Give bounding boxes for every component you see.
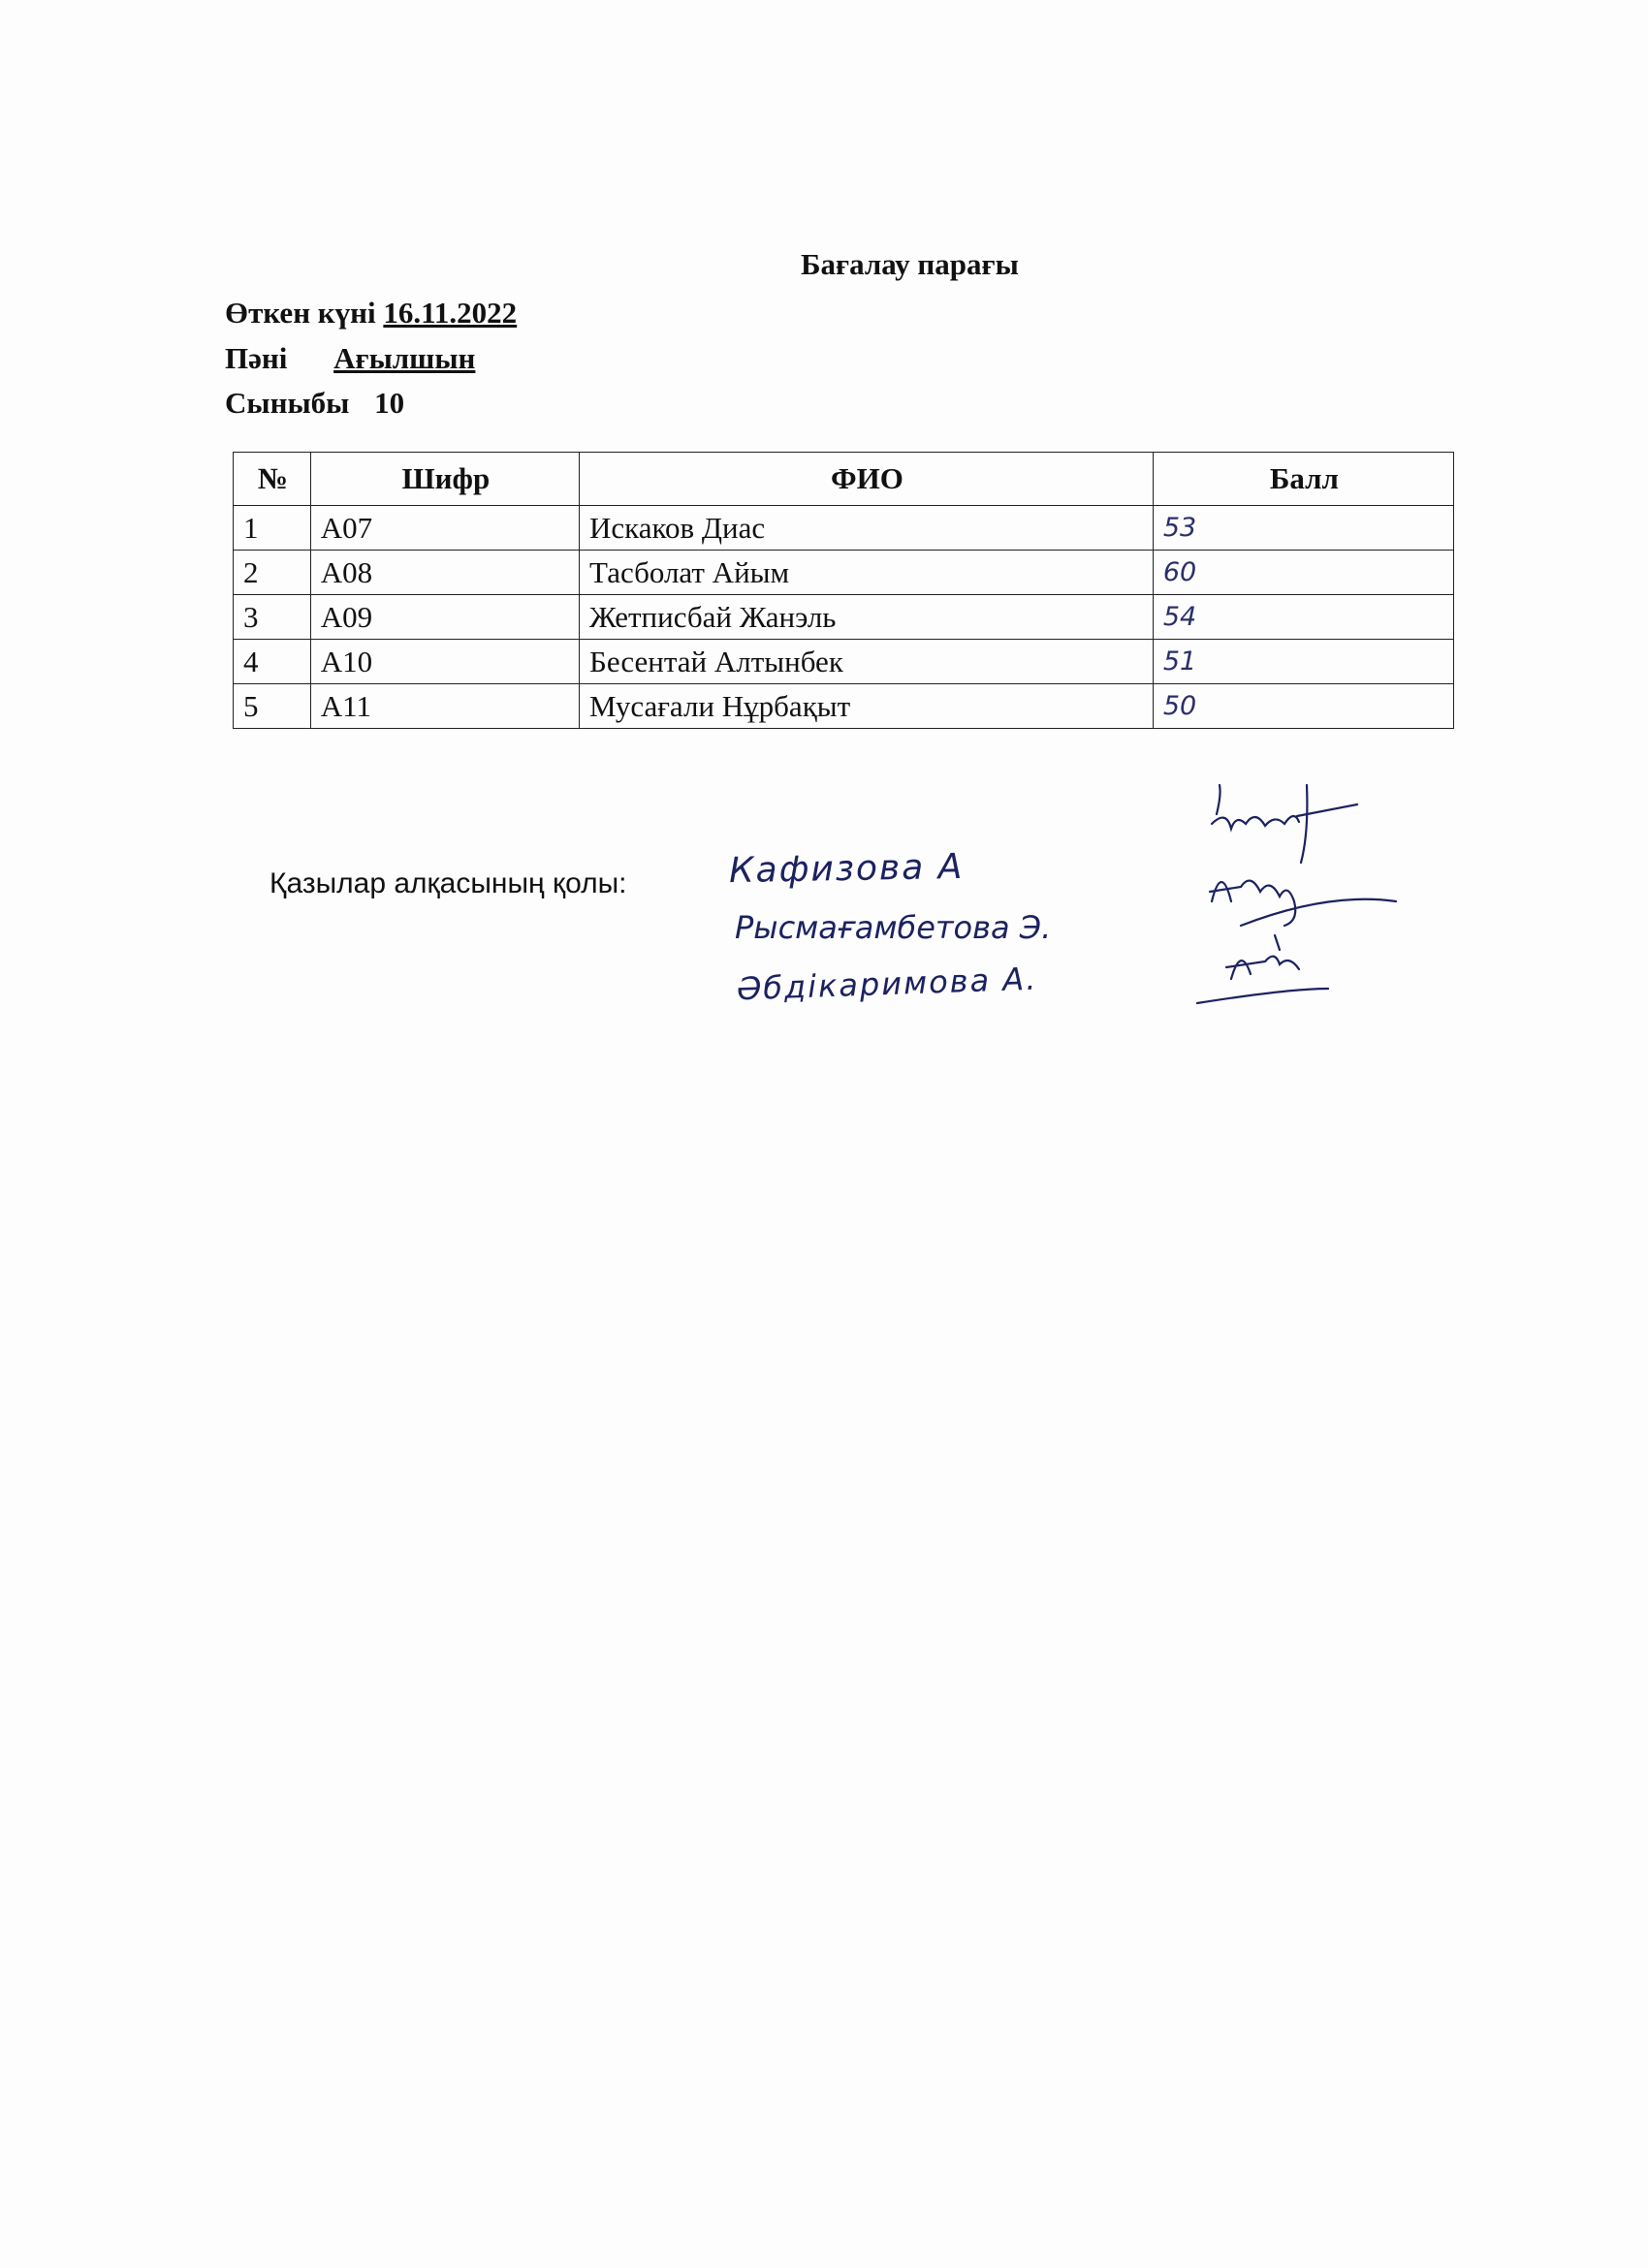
header-code: Шифр [310, 453, 579, 506]
header-number: № [234, 453, 311, 506]
row-number: 4 [234, 640, 311, 684]
row-number: 5 [234, 684, 311, 729]
header-score: Балл [1153, 453, 1453, 506]
row-number: 2 [234, 551, 311, 595]
class-label: Сыныбы [225, 386, 350, 420]
row-score: 53 [1153, 506, 1453, 551]
signature-2 [1210, 881, 1396, 926]
table-row [234, 595, 1454, 640]
subject-label: Пәні [225, 341, 288, 375]
row-code: A09 [310, 595, 579, 640]
subject-value: Ағылшын [333, 341, 476, 375]
row-code: A10 [310, 640, 579, 684]
header-name: ФИО [580, 453, 1154, 506]
table-row [234, 684, 1454, 729]
date-label: Өткен күні [225, 296, 376, 330]
table-header-row [234, 453, 1454, 506]
row-number: 1 [234, 506, 311, 551]
row-name: Жетписбай Жанэль [580, 595, 1154, 640]
row-name: Тасболат Айым [580, 551, 1154, 595]
class-value: 10 [374, 386, 405, 420]
date-value: 16.11.2022 [383, 296, 518, 330]
jury-member-name: Әбдікаримова А. [736, 960, 1038, 1008]
signature-1 [1212, 785, 1357, 863]
document-title: Бағалау парағы [801, 247, 1019, 281]
class-line [225, 386, 404, 421]
table-row [234, 506, 1454, 551]
jury-signatures [1183, 756, 1415, 1018]
row-code: A08 [310, 551, 579, 595]
row-name: Бесентай Алтынбек [580, 640, 1154, 684]
signature-3 [1197, 957, 1328, 1003]
row-score: 54 [1153, 595, 1453, 640]
row-name: Мусағали Нұрбақыт [580, 684, 1154, 729]
row-code: A11 [310, 684, 579, 729]
subject-line [225, 341, 475, 376]
table-row [234, 640, 1454, 684]
row-number: 3 [234, 595, 311, 640]
jury-member-name: Кафизова А [728, 846, 965, 892]
row-name: Искаков Диас [580, 506, 1154, 551]
table-row [234, 551, 1454, 595]
row-code: A07 [310, 506, 579, 551]
row-score: 60 [1153, 551, 1453, 595]
row-score: 50 [1153, 684, 1453, 729]
jury-member-name: Рысмағамбетова Э. [735, 909, 1052, 946]
date-line [225, 296, 517, 331]
row-score: 51 [1153, 640, 1453, 684]
jury-signatures-label: Қазылар алқасының қолы: [269, 867, 627, 899]
grades-table [233, 452, 1454, 729]
